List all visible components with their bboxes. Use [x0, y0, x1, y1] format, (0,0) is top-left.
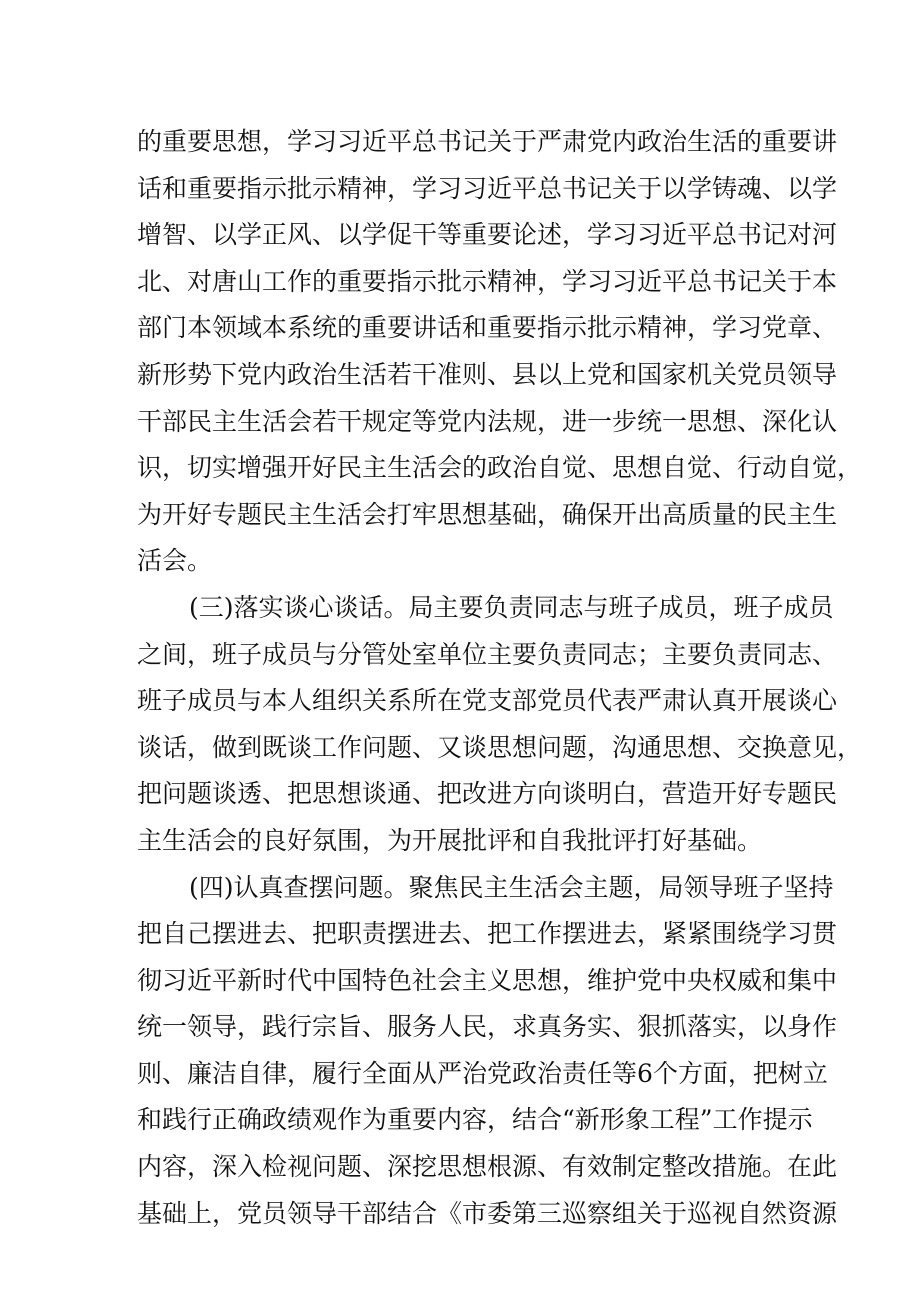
text-line: 之间，班子成员与分管处室单位主要负责同志；主要负责同志、: [137, 639, 838, 669]
text-line: 把自己摆进去、把职责摆进去、把工作摆进去，紧紧围绕学习贯: [137, 919, 838, 949]
text-line: 谈话，做到既谈工作问题、又谈思想问题，沟通思想、交换意见，: [137, 732, 863, 762]
text-line: 则、廉洁自律，履行全面从严治党政治责任等6个方面，把树立: [137, 1058, 828, 1088]
text-line: 增智、以学正风、以学促干等重要论述，学习习近平总书记对河: [137, 220, 838, 250]
text-line: 话和重要指示批示精神，学习习近平总书记关于以学铸魂、以学: [137, 173, 838, 203]
text-line: 新形势下党内政治生活若干准则、县以上党和国家机关党员领导: [137, 359, 838, 389]
section-heading-line: (三)落实谈心谈话。局主要负责同志与班子成员，班子成员: [189, 592, 834, 622]
text-line: 干部民主生活会若干规定等党内法规，进一步统一思想、深化认: [137, 406, 838, 436]
text-line: 的重要思想，学习习近平总书记关于严肃党内政治生活的重要讲: [137, 127, 838, 156]
text-line: 统一领导，践行宗旨、服务人民，求真务实、狠抓落实，以身作: [137, 1012, 838, 1042]
text-line: 和践行正确政绩观作为重要内容，结合“新形象工程”工作提示: [137, 1105, 813, 1135]
text-line: 把问题谈透、把思想谈通、把改进方向谈明白，营造开好专题民: [137, 779, 838, 809]
section-heading-line: (四)认真查摆问题。聚焦民主生活会主题，局领导班子坚持: [189, 872, 834, 902]
text-line: 部门本领域本系统的重要讲话和重要指示批示精神，学习党章、: [137, 313, 838, 343]
text-line: 内容，深入检视问题、深挖思想根源、有效制定整改措施。在此: [137, 1152, 838, 1182]
text-line: 为开好专题民主生活会打牢思想基础，确保开出高质量的民主生: [137, 499, 838, 529]
text-line: 主生活会的良好氛围，为开展批评和自我批评打好基础。: [137, 825, 763, 855]
text-line: 班子成员与本人组织关系所在党支部党员代表严肃认真开展谈心: [137, 686, 838, 716]
body-text: [137, 119, 863, 1237]
text-line: 识，切实增强开好民主生活会的政治自觉、思想自觉、行动自觉，: [137, 453, 863, 483]
text-line: 活会。: [137, 546, 213, 576]
text-line: 基础上，党员领导干部结合《市委第三巡察组关于巡视自然资源: [137, 1198, 838, 1228]
text-line: 北、对唐山工作的重要指示批示精神，学习习近平总书记关于本: [137, 266, 838, 296]
text-line: 彻习近平新时代中国特色社会主义思想，维护党中央权威和集中: [137, 965, 838, 995]
